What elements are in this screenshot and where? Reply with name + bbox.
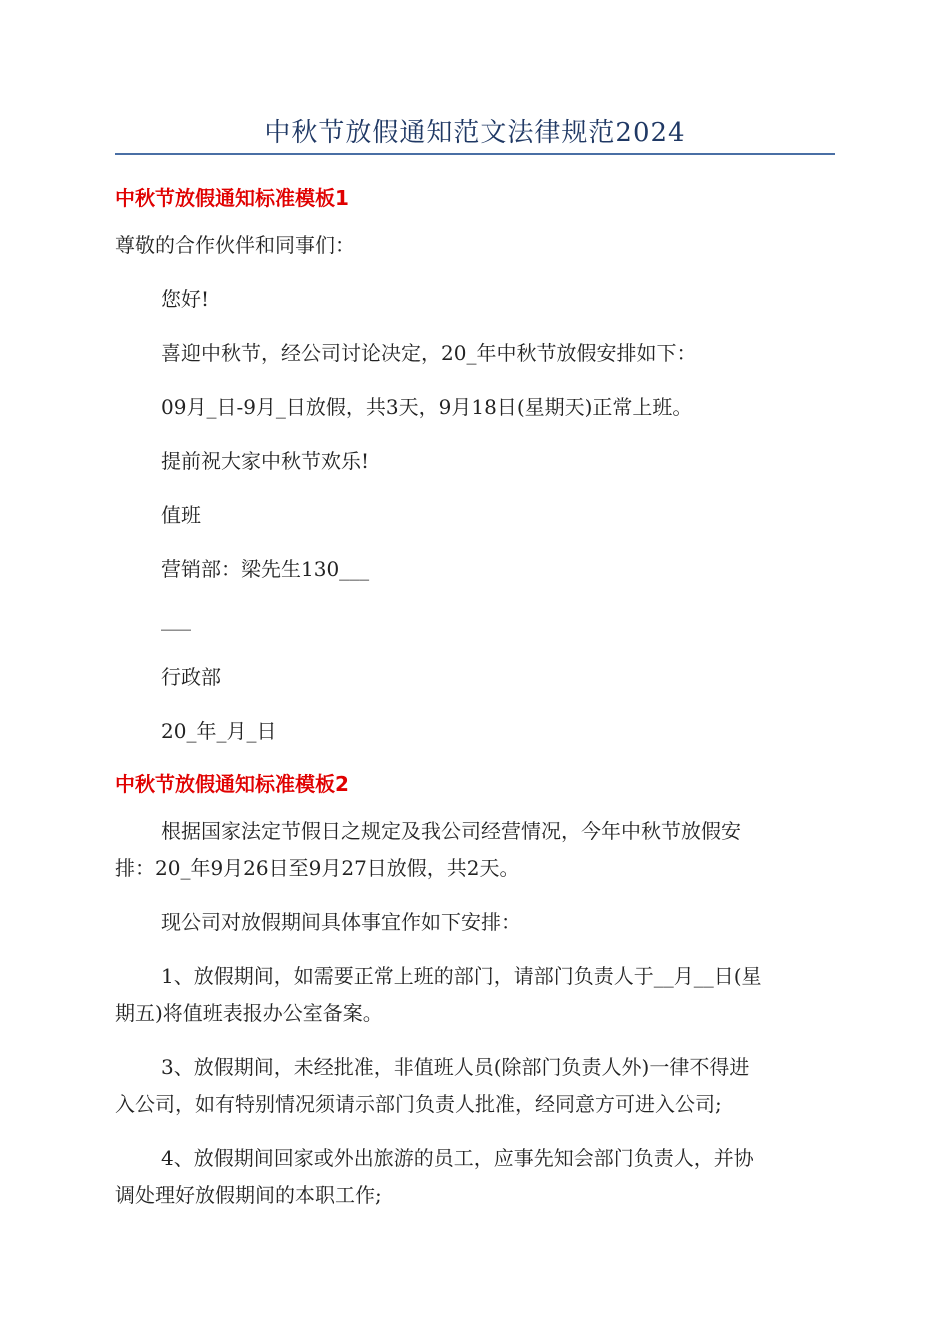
paragraph: 4、放假期间回家或外出旅游的员工，应事先知会部门负责人，并协 xyxy=(161,1146,754,1170)
paragraph: 排：20_年9月26日至9月27日放假，共2天。 xyxy=(115,856,520,880)
paragraph: 营销部：梁先生130___ xyxy=(161,557,370,581)
salutation: 尊敬的合作伙伴和同事们： xyxy=(115,233,355,257)
greeting: 您好! xyxy=(161,287,210,311)
paragraph: 调处理好放假期间的本职工作; xyxy=(115,1183,382,1207)
paragraph: 3、放假期间，未经批准，非值班人员(除部门负责人外)一律不得进 xyxy=(161,1055,750,1079)
section-heading-2: 中秋节放假通知标准模板2 xyxy=(115,772,349,796)
paragraph: 喜迎中秋节，经公司讨论决定，20_年中秋节放假安排如下： xyxy=(161,341,697,365)
paragraph: 入公司，如有特别情况须请示部门负责人批准，经同意方可进入公司; xyxy=(115,1092,722,1116)
paragraph: ___ xyxy=(161,607,191,631)
page-title: 中秋节放假通知范文法律规范2024 xyxy=(264,118,686,148)
title-divider xyxy=(115,153,835,155)
section-heading-1: 中秋节放假通知标准模板1 xyxy=(115,186,349,210)
paragraph: 行政部 xyxy=(161,665,221,689)
paragraph: 根据国家法定节假日之规定及我公司经营情况，今年中秋节放假安 xyxy=(161,819,741,843)
paragraph: 期五)将值班表报办公室备案。 xyxy=(115,1001,383,1025)
date-line: 20_年_月_日 xyxy=(161,719,277,743)
paragraph: 09月_日-9月_日放假，共3天，9月18日(星期天)正常上班。 xyxy=(161,395,693,419)
paragraph: 1、放假期间，如需要正常上班的部门，请部门负责人于__月__日(星 xyxy=(161,964,762,988)
paragraph: 值班 xyxy=(161,503,201,527)
paragraph: 提前祝大家中秋节欢乐! xyxy=(161,449,370,473)
paragraph: 现公司对放假期间具体事宜作如下安排： xyxy=(161,910,521,934)
